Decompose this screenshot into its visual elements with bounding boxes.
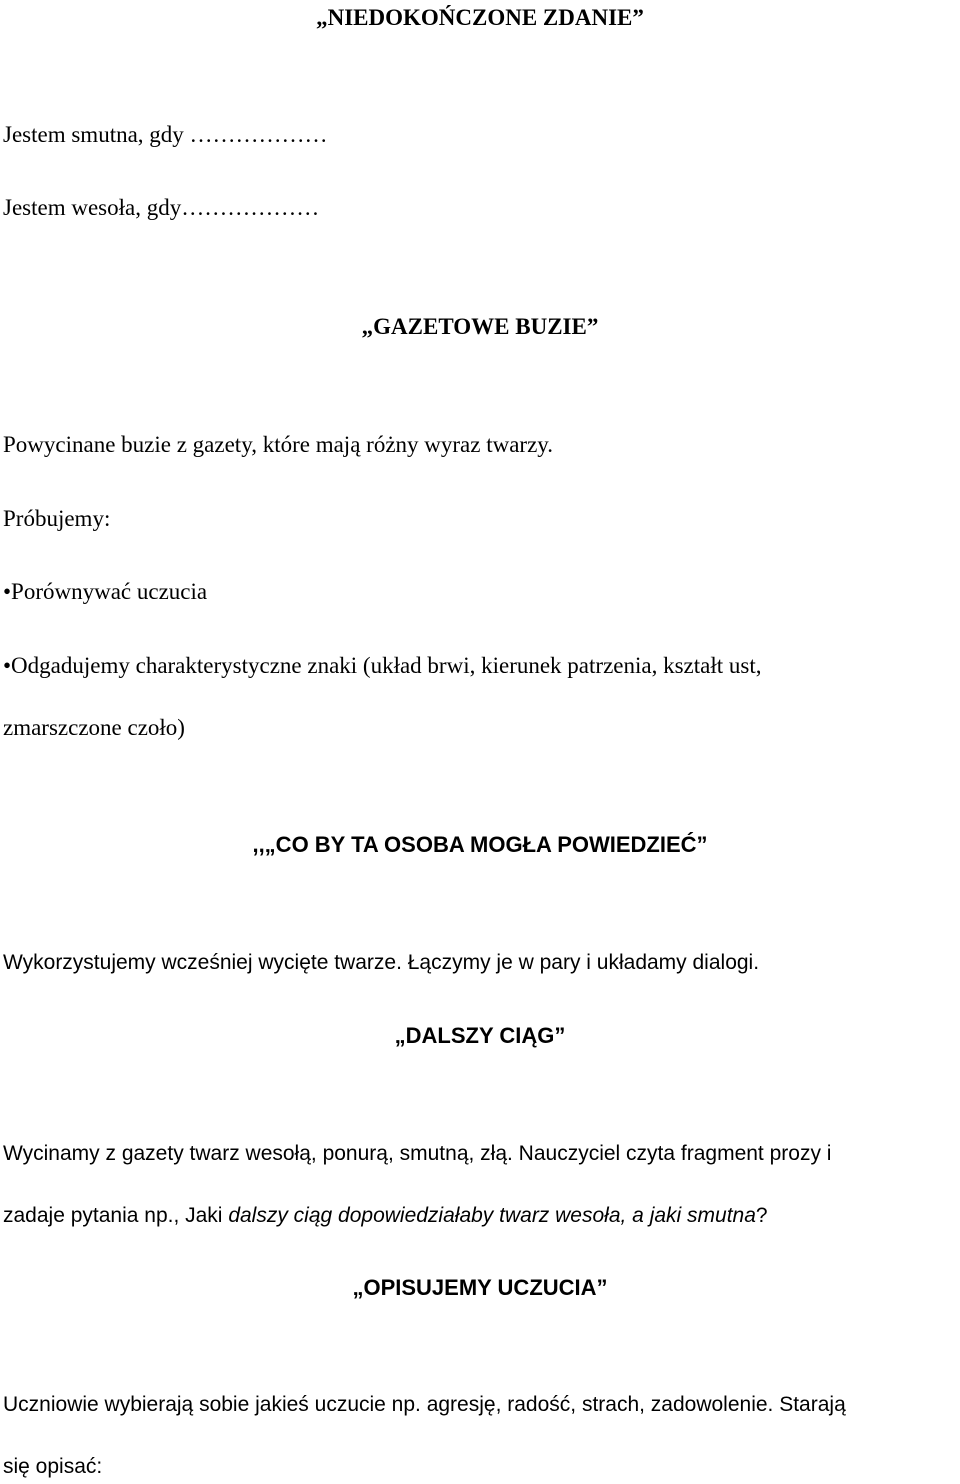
- italic-text: dalszy ciąg dopowiedziałaby twarz wesoła, a jaki smutna: [228, 1204, 756, 1227]
- bullet-item: •Odgadujemy charakterystyczne znaki (układ brwi, kierunek patrzenia, kształt ust,: [3, 653, 762, 678]
- heading-opisujemy-uczucia: „OPISUJEMY UCZUCIA”: [352, 1275, 608, 1300]
- heading-gazetowe-buzie: „GAZETOWE BUZIE”: [361, 314, 599, 339]
- heading-niedokonczone-zdanie: „NIEDOKOŃCZONE ZDANIE”: [316, 5, 644, 30]
- text-line: Powycinane buzie z gazety, które mają różny wyraz twarzy.: [3, 432, 554, 457]
- text-segment: ?: [755, 1204, 768, 1227]
- text-line: Wycinamy z gazety twarz wesołą, ponurą, smutną, złą. Nauczyciel czyta fragment prozy i: [3, 1142, 832, 1165]
- heading-co-by-ta-osoba: ,,„CO BY TA OSOBA MOGŁA POWIEDZIEĆ”: [252, 832, 708, 857]
- text-line: się opisać:: [3, 1455, 103, 1478]
- heading-dalszy-ciag: „DALSZY CIĄG”: [394, 1023, 566, 1048]
- text-line: Jestem smutna, gdy ………………: [3, 122, 328, 147]
- text-line: Wykorzystujemy wcześniej wycięte twarze. Łączymy je w pary i układamy dialogi.: [3, 951, 760, 974]
- bullet-item: •Porównywać uczucia: [3, 579, 208, 604]
- text-segment: zadaje pytania np., Jaki: [3, 1204, 229, 1227]
- text-line: [3, 1202, 768, 1230]
- text-line: Próbujemy:: [3, 506, 111, 531]
- text-line: Jestem wesoła, gdy………………: [3, 195, 320, 220]
- text-line: Uczniowie wybierają sobie jakieś uczucie np. agresję, radość, strach, zadowolenie. Starają: [3, 1393, 846, 1416]
- text-line: zmarszczone czoło): [3, 715, 185, 740]
